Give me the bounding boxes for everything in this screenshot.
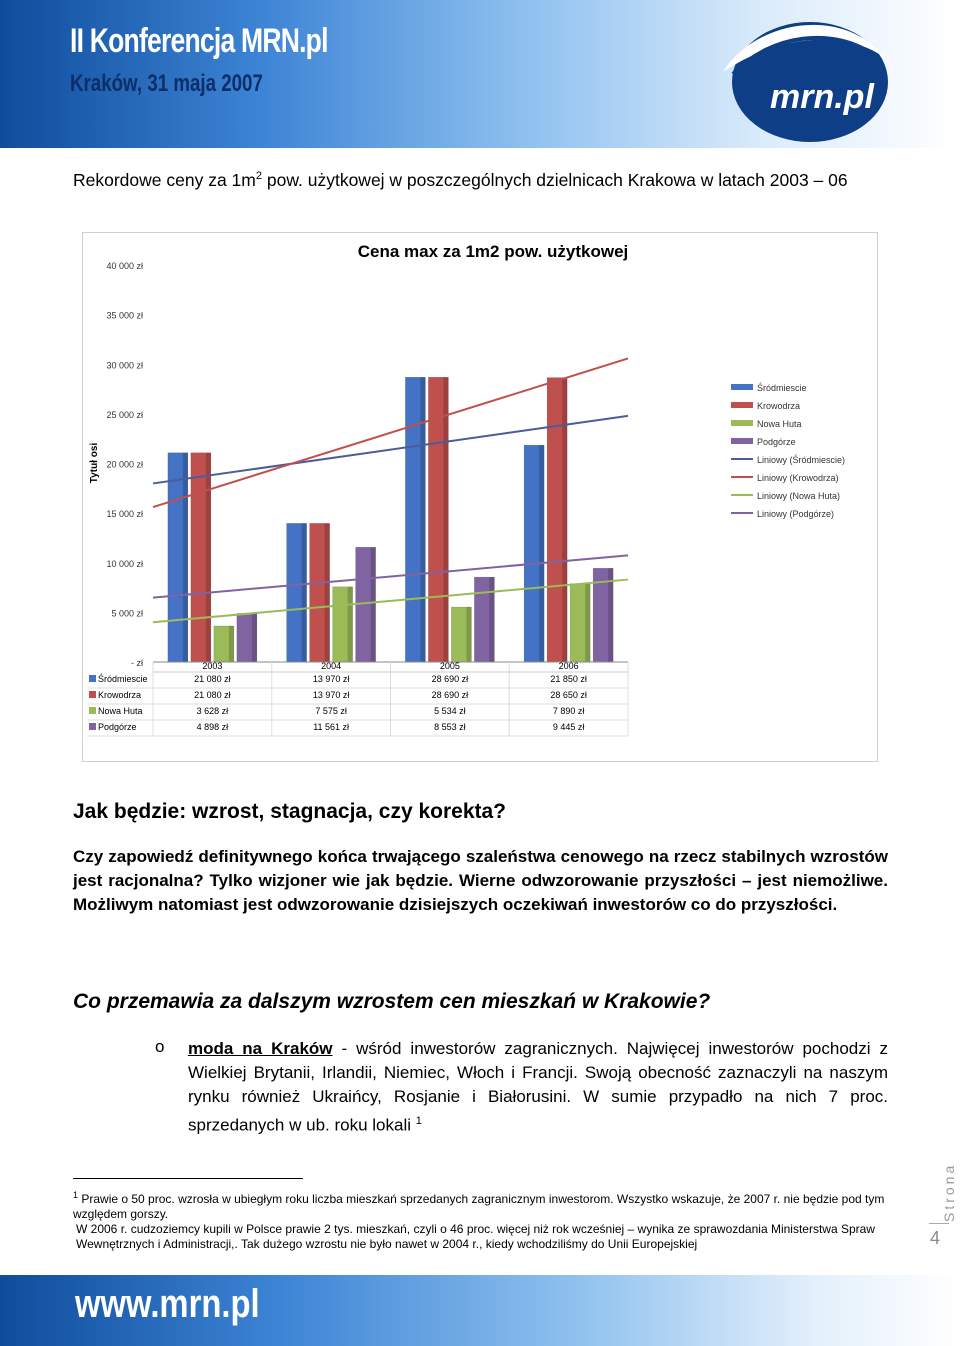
table-row-label: Krowodrza [98,690,142,700]
table-legend-key [89,723,96,730]
table-row-label: Nowa Huta [98,706,143,716]
legend-label: Liniowy (Śródmiescie) [757,455,846,465]
x-tick-label: 2006 [558,661,579,671]
y-tick-label: - zł [131,658,143,668]
bar-shade [348,587,353,662]
page-number-divider [929,1223,949,1224]
x-tick-label: 2005 [439,661,460,671]
bullet-paragraph: moda na Kraków - wśród inwestorów zagranicznych. Najwięcej inwestorów pochodzi z Wielkiej Brytanii, Irlandii, Niemiec, Włoch i Francji. Swoją obecność zaznaczyli na naszym rynku również Ukraińcy, Rosjanie i Białorusini. W sumie przypadło na nich 7 proc. sprzedanych w ub. roku lokali $^1$ [188,1039,888,1135]
data-label: 13 970 zł [312,674,350,684]
legend-label: Liniowy (Podgórze) [757,509,835,519]
footnote-paragraph-1: $^1$ Prawie o 50 proc. wzrosła w ubiegłym roku liczba mieszkań sprzedanych zagranicznym inwestorom. Wszystko wskazuje, że 2007 r. nie będzie pod tym względem gorszy. [73,1190,885,1221]
data-label: 28 690 zł [431,674,469,684]
legend-label: Liniowy (Nowa Huta) [757,491,841,501]
bold-paragraph: Czy zapowiedź definitywnego końca trwającego szaleństwa cenowego na rzecz stabilnych wzrostów jest racjonalna? Tylko wizjoner wie jak będzie. Wierne odwzorowanie przyszłości – jest niemożliwe. Możliwym natomiast jest odwzorowanie dzisiejszych oczekiwań inwestorów co do przyszłości. [73,847,888,914]
data-label: 28 690 zł [431,690,469,700]
logo-text: mrn.pl [770,78,874,116]
table-legend-key [89,691,96,698]
footnote [73,1188,888,1252]
bar-shade [302,523,307,662]
legend-label: Liniowy (Krowodrza) [757,473,839,483]
bar-shade [325,523,330,662]
legend-label: Nowa Huta [757,419,802,429]
section-title: Rekordowe ceny za $1m^2$ pow. użytkowej w poszczególnych dzielnicach Krakowa w latach 2003 – 06 [73,170,848,190]
bar-shade [489,577,494,662]
y-tick-label: 35 000 zł [106,310,143,321]
y-tick-label: 40 000 zł [106,261,143,271]
bar-shade [562,378,567,662]
table-legend-key [89,675,96,682]
data-label: 28 650 zł [550,690,587,700]
chart-svg [83,233,877,761]
footer-url: www.mrn.pl [75,1282,260,1326]
legend-label: Krowodrza [757,401,801,411]
y-tick-label: 15 000 zł [106,509,143,520]
bar-shade [443,377,448,662]
bar-shade [466,607,471,662]
table-row-label: Podgórze [98,722,137,732]
bar-shade [585,584,590,662]
bar-shade [420,377,425,662]
y-tick-label: 20 000 zł [106,459,143,470]
bar-shade [229,626,234,662]
bar-shade [608,568,613,662]
y-tick-label: 5 000 zł [111,608,143,619]
legend-key-Nowa Huta [731,420,753,426]
bar-shade [206,453,211,662]
legend-label: Podgórze [757,437,796,447]
legend-key-Podgórze [731,438,753,444]
legend-key-Krowodrza [731,402,753,408]
price-chart [82,232,878,762]
footnote-separator [73,1178,303,1179]
bar-shade [252,613,257,662]
bullet-marker: o [155,1037,165,1056]
conference-place-date: Kraków, 31 maja 2007 [70,70,263,97]
question-heading: Jak będzie: wzrost, stagnacja, czy korekta? [73,800,507,823]
data-label: 9 445 zł [552,722,585,732]
y-tick-label: 30 000 zł [106,360,143,371]
conference-title: II Konferencja MRN.pl [70,22,328,60]
page-number-word: Strona [941,1162,957,1222]
legend-label: Śródmiescie [757,383,807,393]
table-legend-key [89,707,96,714]
page-number: 4 [930,1228,941,1248]
data-label: 7 575 zł [315,706,347,716]
data-label: 13 970 zł [312,690,350,700]
data-label: 7 890 zł [552,706,585,716]
data-label: 21 850 zł [550,674,587,684]
bullet-link-text: moda na Kraków [188,1039,333,1058]
data-label: 11 561 zł [313,722,350,732]
data-label: 21 080 zł [194,674,231,684]
x-tick-label: 2003 [202,661,223,671]
data-label: 21 080 zł [194,690,231,700]
x-tick-label: 2004 [321,661,342,671]
data-label: 5 534 zł [434,706,466,716]
bar-shade [539,445,544,662]
y-tick-label: 25 000 zł [106,409,143,420]
y-axis-title: Tytuł osi [89,442,100,484]
table-row-label: Śródmiescie [98,674,148,684]
data-label: 8 553 zł [434,722,466,732]
y-tick-label: 10 000 zł [106,558,143,569]
bar-shade [371,547,376,662]
italic-heading: Co przemawia za dalszym wzrostem cen mieszkań w Krakowie? [73,990,711,1013]
chart-title: Cena max za 1m2 pow. użytkowej [357,242,629,261]
legend-key-Śródmiescie [731,384,753,390]
bar-shade [183,453,188,662]
data-label: 4 898 zł [196,722,229,732]
data-label: 3 628 zł [196,706,229,716]
footnote-paragraph-2: W 2006 r. cudzoziemcy kupili w Polsce prawie 2 tys. mieszkań, czyli o 46 proc. więcej niż rok wcześniej – wynika ze sprawozdania Ministerstwa Spraw Wewnętrznych i Administracji,. Tak dużego wzrostu nie było nawet w 2004 r., kiedy wchodziliśmy do Unii Europejskiej [76,1222,875,1251]
